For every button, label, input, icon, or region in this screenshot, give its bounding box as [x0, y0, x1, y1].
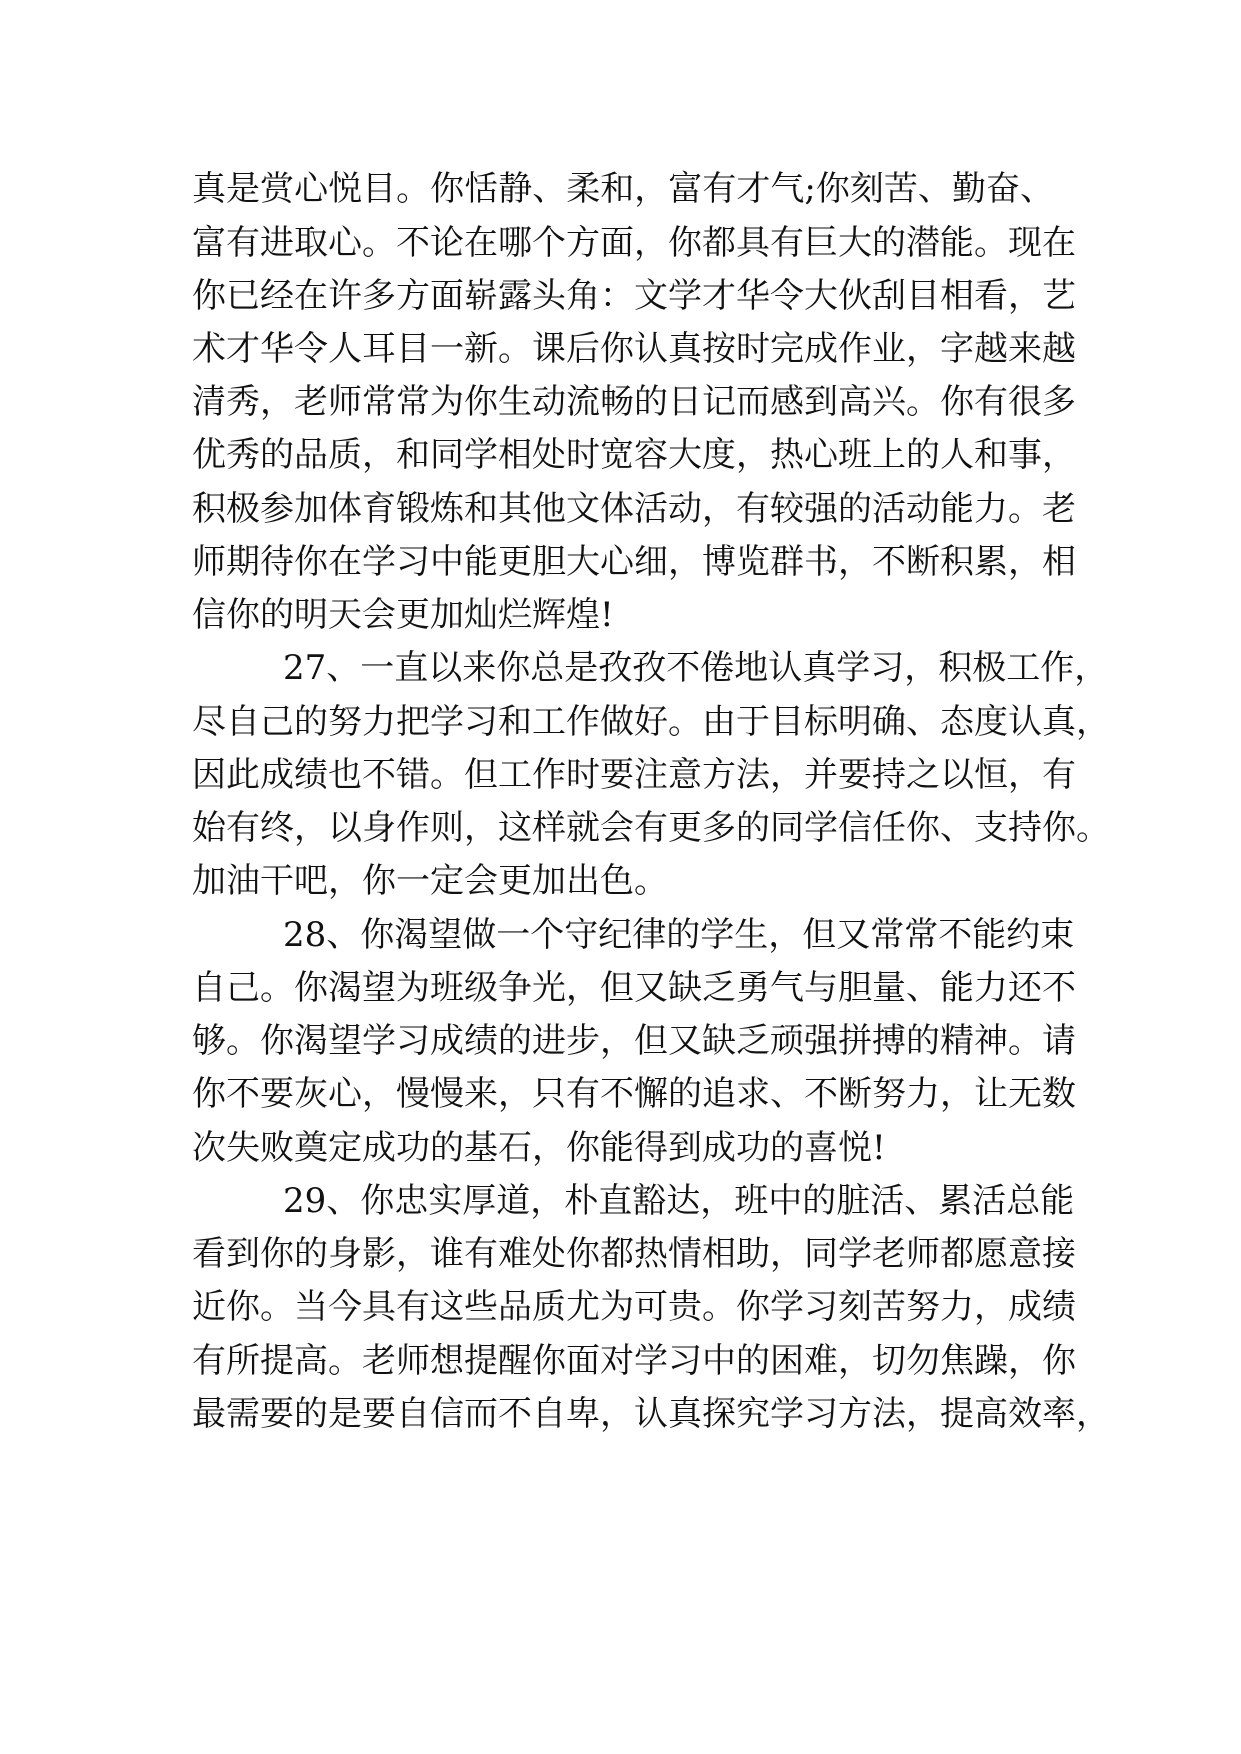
text-line: 信你的明天会更加灿烂辉煌! [192, 595, 614, 635]
text-line: 近你。当今具有这些品质尤为可贵。你学习刻苦努力，成绩 [192, 1287, 1076, 1327]
text-line: 自己。你渴望为班级争光，但又缺乏勇气与胆量、能力还不 [192, 968, 1076, 1008]
text-line: 够。你渴望学习成绩的进步，但又缺乏顽强拼搏的精神。请 [192, 1021, 1076, 1061]
text-line: 清秀，老师常常为你生动流畅的日记而感到高兴。你有很多 [192, 382, 1076, 422]
text-line: 师期待你在学习中能更胆大心细，博览群书，不断积累，相 [192, 542, 1076, 582]
text-line: 你不要灰心，慢慢来，只有不懈的追求、不断努力，让无数 [192, 1074, 1076, 1114]
text-line: 始有终，以身作则，这样就会有更多的同学信任你、支持你。 [192, 808, 1110, 848]
text-line: 加油干吧，你一定会更加出色。 [192, 861, 668, 901]
text-line: 真是赏心悦目。你恬静、柔和，富有才气;你刻苦、勤奋、 [192, 169, 1054, 209]
text-line: 最需要的是要自信而不自卑，认真探究学习方法，提高效率， [192, 1394, 1110, 1434]
text-line: 有所提高。老师想提醒你面对学习中的困难，切勿焦躁，你 [192, 1341, 1076, 1381]
text-line: 你已经在许多方面崭露头角：文学才华令大伙刮目相看，艺 [192, 276, 1076, 316]
text-line: 优秀的品质，和同学相处时宽容大度，热心班上的人和事， [192, 435, 1076, 475]
text-line: 富有进取心。不论在哪个方面，你都具有巨大的潜能。现在 [192, 223, 1076, 263]
text-line: 术才华令人耳目一新。课后你认真按时完成作业，字越来越 [192, 329, 1076, 369]
text-line: 积极参加体育锻炼和其他文体活动，有较强的活动能力。老 [192, 489, 1076, 529]
text-line: 次失败奠定成功的基石，你能得到成功的喜悦! [192, 1128, 886, 1168]
paragraph-28-first-line: 28、你渴望做一个守纪律的学生，但又常常不能约束 [283, 915, 1075, 955]
text-line: 看到你的身影，谁有难处你都热情相助，同学老师都愿意接 [192, 1234, 1076, 1274]
paragraph-29-first-line: 29、你忠实厚道，朴直豁达，班中的脏活、累活总能 [283, 1181, 1075, 1221]
paragraph-27-first-line: 27、一直以来你总是孜孜不倦地认真学习，积极工作， [283, 648, 1109, 688]
text-line: 因此成绩也不错。但工作时要注意方法，并要持之以恒，有 [192, 755, 1076, 795]
text-line: 尽自己的努力把学习和工作做好。由于目标明确、态度认真， [192, 702, 1110, 742]
